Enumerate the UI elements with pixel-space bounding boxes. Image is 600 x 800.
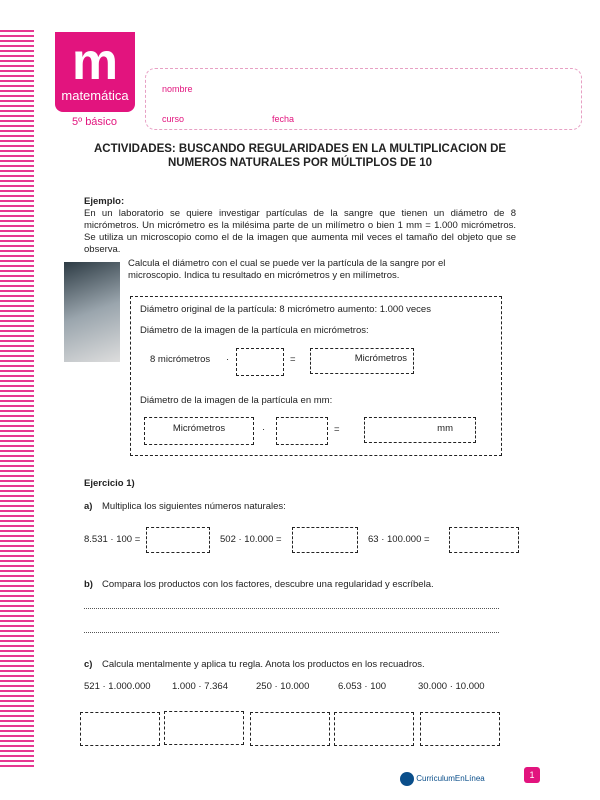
logo-word: matemática <box>61 88 129 103</box>
divisor-input[interactable] <box>276 417 328 445</box>
a-answer-box[interactable] <box>146 527 210 553</box>
name-field[interactable]: nombre <box>162 84 193 94</box>
c-answer-box[interactable] <box>250 712 330 746</box>
mm-diameter-label: Diámetro de la imagen de la partícula en mm: <box>140 395 333 406</box>
brand-logo <box>400 772 485 786</box>
times-sign: · <box>226 354 230 365</box>
c-item: 250 · 10.000 <box>256 681 310 692</box>
part-c-label: c) <box>84 659 93 670</box>
microscope-image <box>64 262 120 362</box>
course-field[interactable]: curso <box>162 114 185 124</box>
c-item: 6.053 · 100 <box>338 681 387 692</box>
c-answer-box[interactable] <box>420 712 500 746</box>
times-sign: · <box>262 424 266 435</box>
term-8-micro: 8 micrómetros <box>150 354 211 365</box>
micro-value-input[interactable]: Micrómetros <box>144 417 254 445</box>
date-field[interactable]: fecha <box>272 114 295 124</box>
a-item: 8.531 · 100 = <box>84 534 141 545</box>
exercise-heading: Ejercicio 1) <box>84 478 135 489</box>
part-c-text: Calcula mentalmente y aplica tu regla. Anota los productos en los recuadros. <box>102 659 425 670</box>
equals-sign: = <box>334 424 340 435</box>
brand-name: CurriculumEnLínea <box>416 774 485 784</box>
a-item: 63 · 100.000 = <box>368 534 430 545</box>
answer-line[interactable] <box>84 632 499 633</box>
c-answer-box[interactable] <box>164 711 244 745</box>
a-item: 502 · 10.000 = <box>220 534 282 545</box>
factor-input[interactable] <box>236 348 284 376</box>
c-item: 521 · 1.000.000 <box>84 681 151 692</box>
a-answer-box[interactable] <box>292 527 358 553</box>
logo-letter: m <box>71 33 119 91</box>
page-number: 1 <box>524 767 540 783</box>
equals-sign: = <box>290 354 296 365</box>
part-a-label: a) <box>84 501 93 512</box>
mm-result-input[interactable]: mm <box>364 417 476 443</box>
answer-line[interactable] <box>84 608 499 609</box>
example-text: En un laboratorio se quiere investigar partículas de la sangre que tienen un diámetro de 8 micrómetros. Un micrómetro es la milésima parte de un milímetro o bien 1 mm = 1.000 micrómetros. Se utiliza un microscopio como el de la imagen que aumenta mil veces el tamaño del objeto que se observa. <box>84 208 516 255</box>
page-title: ACTIVIDADES: BUSCANDO REGULARIDADES EN LA MULTIPLICACION DE NUMEROS NATURALES POR MÚLTIPLOS DE 10 <box>93 143 507 169</box>
c-item: 30.000 · 10.000 <box>418 681 485 692</box>
grade-label: 5º básico <box>72 116 117 128</box>
part-a-text: Multiplica los siguientes números naturales: <box>102 501 286 512</box>
c-answer-box[interactable] <box>80 712 160 746</box>
example-instruction: Calcula el diámetro con el cual se puede ver la partícula de la sangre por el microscopio. Indica tu resultado en micrómetros y en milímetros. <box>128 258 446 281</box>
part-b-text: Compara los productos con los factores, descubre una regularidad y escríbela. <box>102 579 434 590</box>
c-item: 1.000 · 7.364 <box>172 681 228 692</box>
micro-diameter-label: Diámetro de la imagen de la partícula en micrómetros: <box>140 325 369 336</box>
part-b-label: b) <box>84 579 93 590</box>
a-answer-box[interactable] <box>449 527 519 553</box>
original-diameter-text: Diámetro original de la partícula: 8 micrómetro aumento: 1.000 veces <box>140 304 431 315</box>
play-icon <box>400 772 414 786</box>
micro-result-input[interactable]: Micrómetros <box>310 348 414 374</box>
example-heading: Ejemplo: <box>84 196 125 207</box>
subject-logo <box>55 32 135 112</box>
c-answer-box[interactable] <box>334 712 414 746</box>
student-info-box <box>145 68 582 130</box>
decorative-edge <box>0 30 34 770</box>
